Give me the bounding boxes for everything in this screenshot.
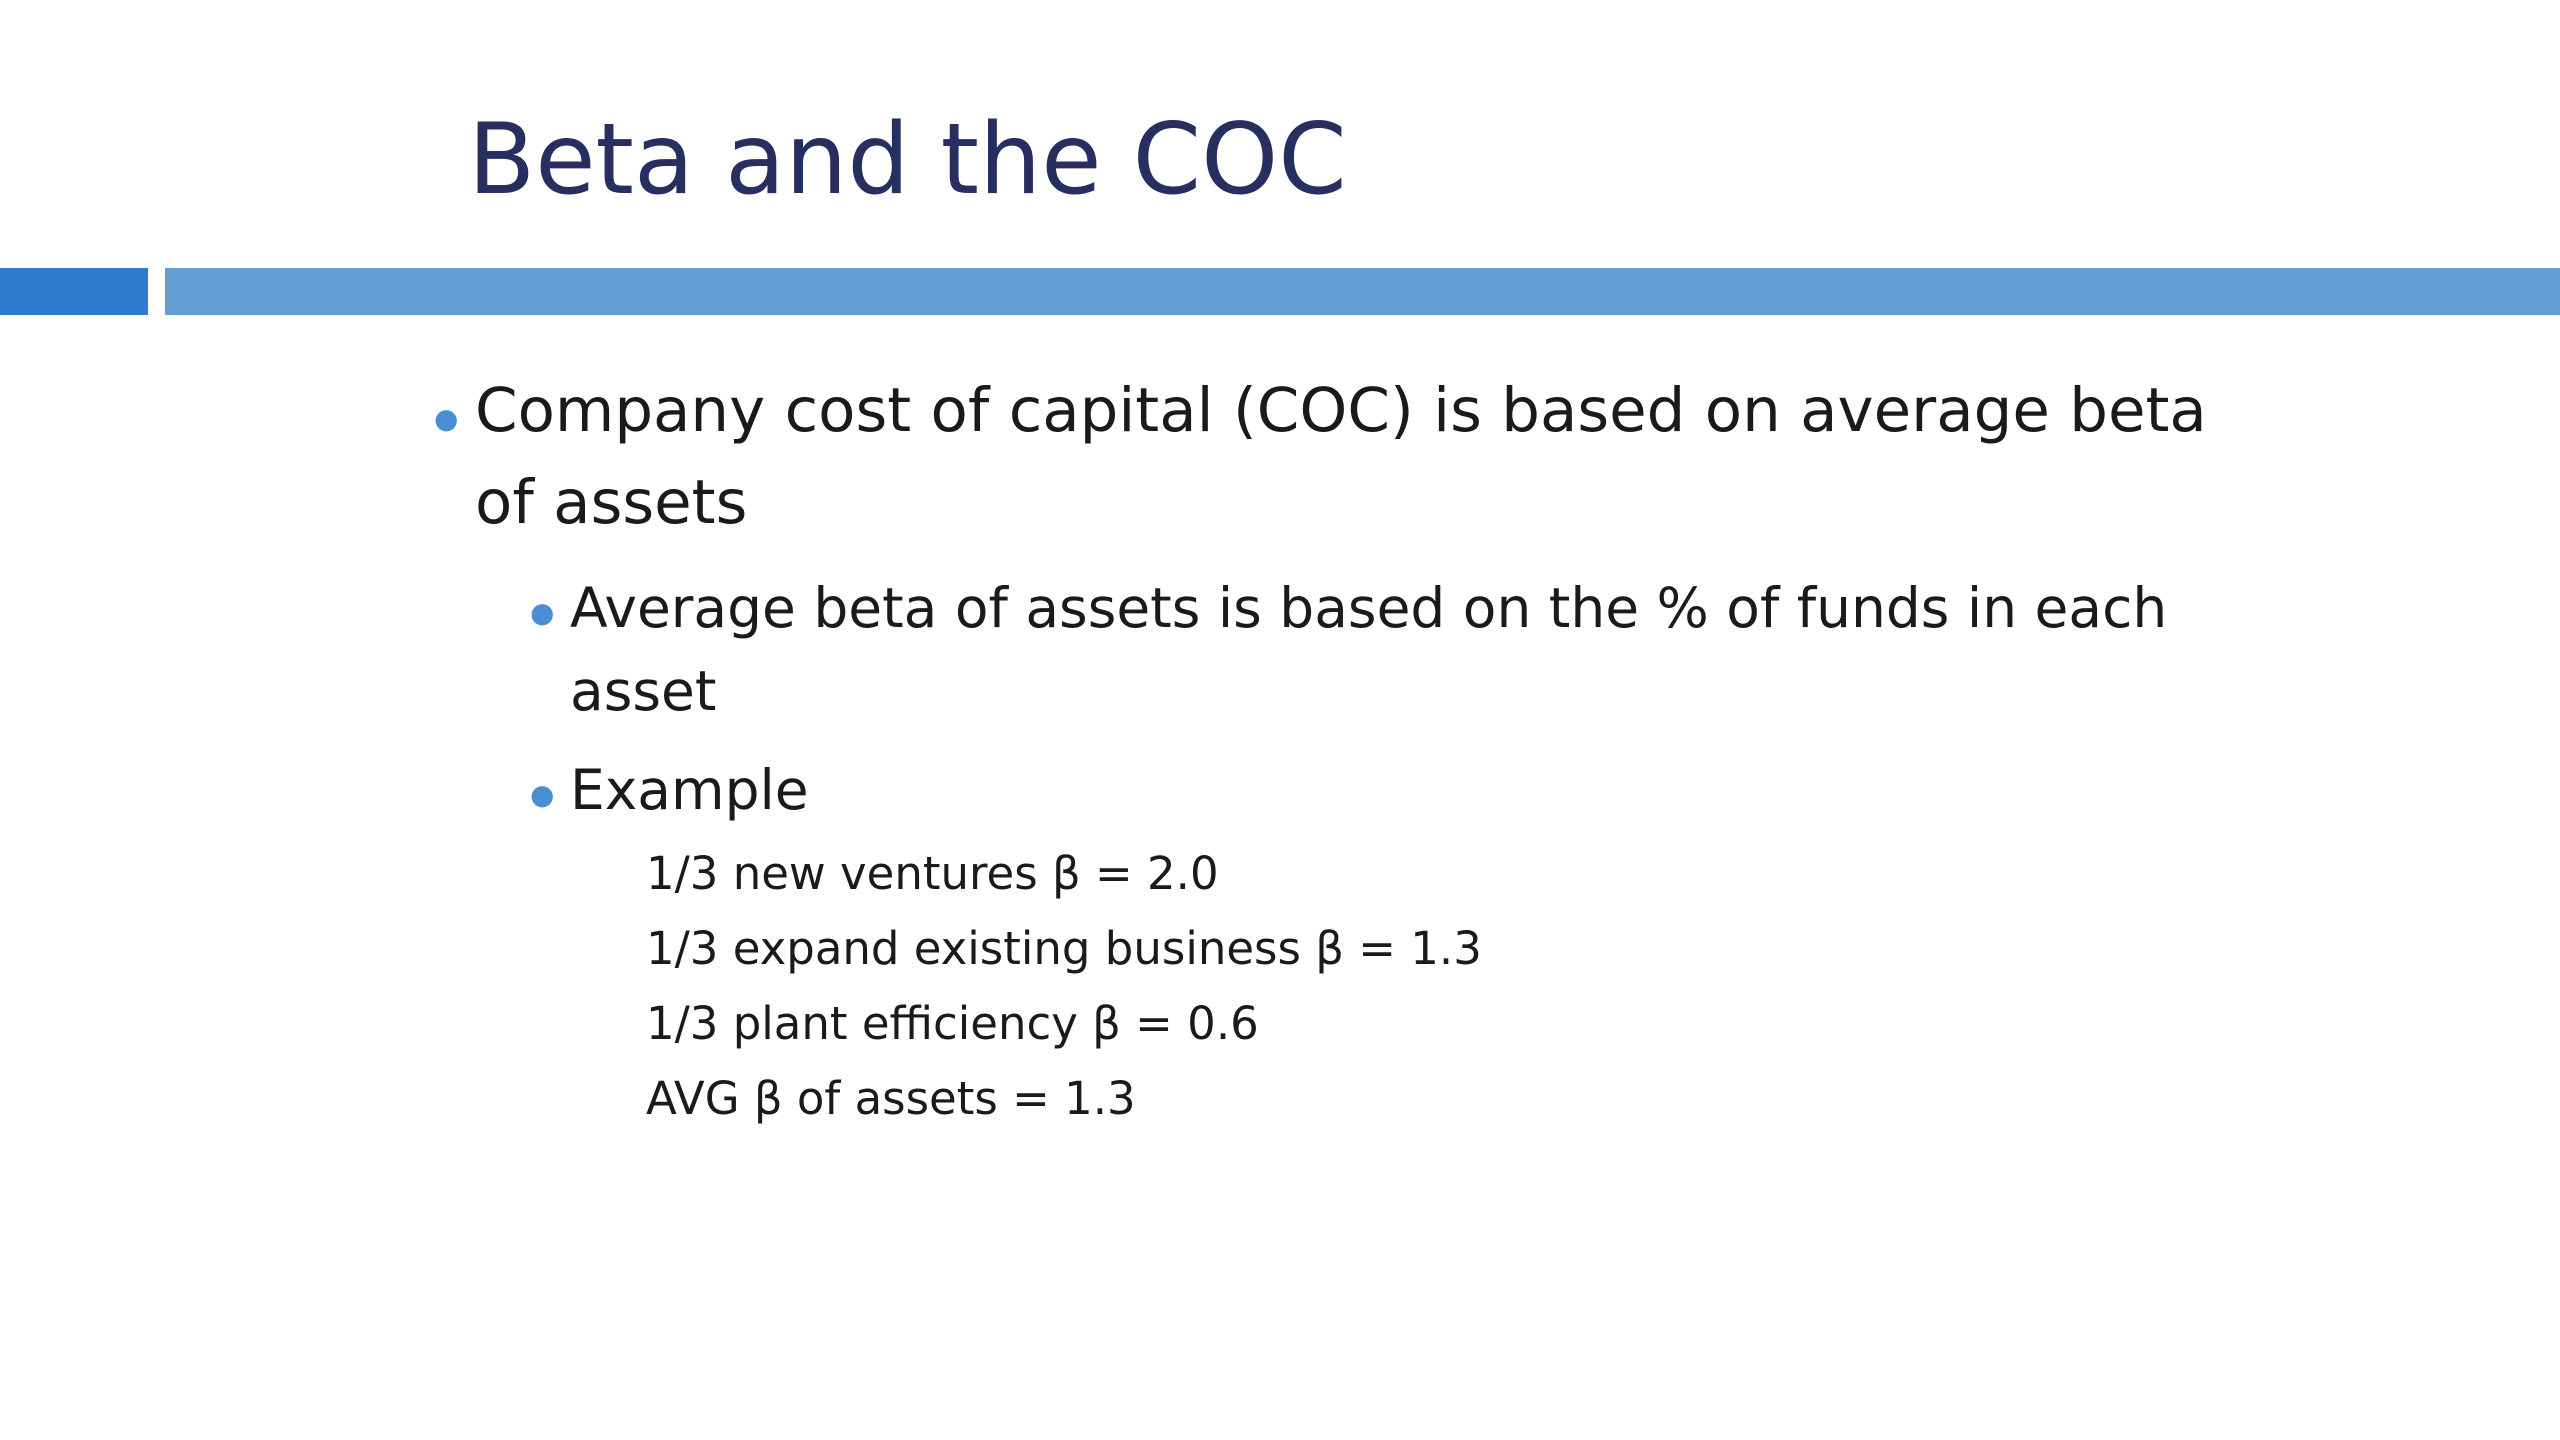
example-list bbox=[646, 836, 1482, 1136]
example-line: 1/3 plant efficiency β = 0.6 bbox=[646, 997, 1259, 1050]
example-line: 1/3 expand existing business β = 1.3 bbox=[646, 922, 1482, 975]
bullet-text: Average beta of assets is based on the % of funds in each asset bbox=[570, 576, 2168, 723]
example-line: AVG β of assets = 1.3 bbox=[646, 1072, 1136, 1125]
bullet-level2 bbox=[530, 567, 2230, 733]
example-line: 1/3 new ventures β = 2.0 bbox=[646, 847, 1219, 900]
bullet-dot-icon: ● bbox=[434, 402, 459, 435]
bullet-dot-icon: ● bbox=[530, 778, 555, 811]
bullet-dot-icon: ● bbox=[530, 596, 555, 629]
bullet-level1 bbox=[434, 365, 2234, 549]
bullet-level2 bbox=[530, 749, 2230, 832]
bullet-text: Example bbox=[570, 758, 809, 822]
slide-title: Beta and the COC bbox=[468, 103, 1347, 217]
bullet-text: Company cost of capital (COC) is based on average beta of assets bbox=[475, 375, 2207, 538]
